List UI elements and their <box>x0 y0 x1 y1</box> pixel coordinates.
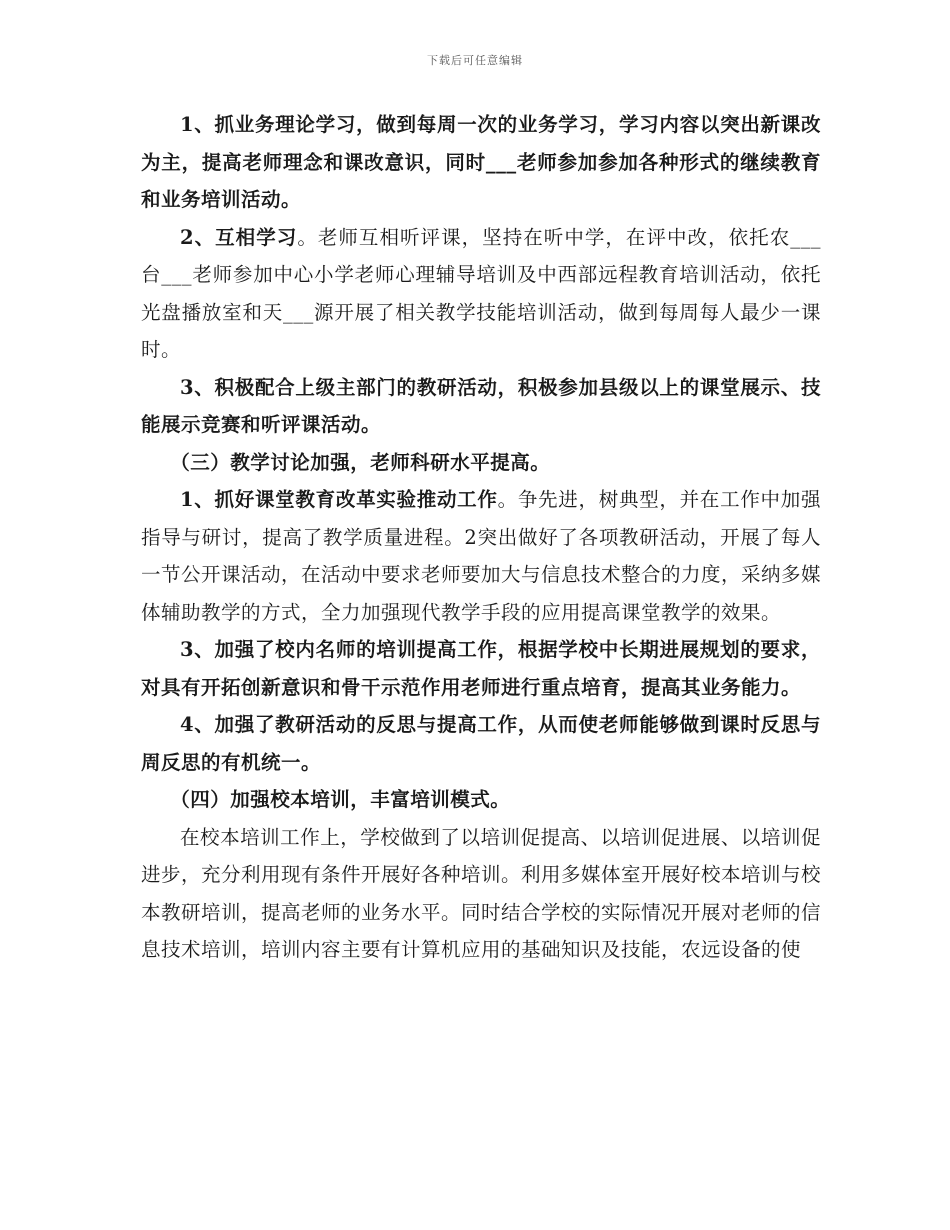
section-heading-4 <box>141 781 821 819</box>
section-heading-3 <box>141 444 821 482</box>
page-header-watermark: 下载后可任意编辑 <box>427 54 523 67</box>
paragraph-bold-text: 1、抓业务理论学习，做到每周一次的业务学习，学习内容以突出新课改为主，提高老师理念和课改意识，同时___老师参加参加各种形式的继续教育和业务培训活动。 <box>141 113 821 211</box>
paragraph-bold-text: 1、抓好课堂教育改革实验推动工作 <box>180 488 498 511</box>
paragraph-bold-text: 4、加强了教研活动的反思与提高工作，从而使老师能够做到课时反思与周反思的有机统一。 <box>141 713 821 774</box>
paragraph-mutual-learning <box>141 219 821 369</box>
paragraph-research-reflection <box>141 706 821 781</box>
paragraph-classroom-reform <box>141 481 821 631</box>
paragraph-text: 。争先进，树典型，并在工作中加强指导与研讨，提高了教学质量进程。2突出做好了各项教研活动，开展了每人一节公开课活动，在活动中要求老师要加大与信息技术整合的力度，采纳多媒体辅助教学的方式，全力加强现代教学手段的应用提高课堂教学的效果。 <box>141 488 822 624</box>
paragraph-bold-text: 3、积极配合上级主部门的教研活动，积极参加县级以上的课堂展示、技能展示竞赛和听评课活动。 <box>141 375 821 436</box>
section-heading-text: （三）教学讨论加强，老师科研水平提高。 <box>170 450 551 474</box>
paragraph-business-theory-study <box>141 106 821 219</box>
section-heading-text: （四）加强校本培训，丰富培训模式。 <box>170 788 511 811</box>
paragraph-text: 在校本培训工作上，学校做到了以培训促提高、以培训促进展、以培训促进步，充分利用现有条件开展好各种培训。利用多媒体室开展好校本培训与校本教研培训，提高老师的业务水平。同时结合学校的实际情况开展对老师的信息技术培训，培训内容主要有计算机应用的基础知识及技能，农远设备的使 <box>141 825 822 961</box>
paragraph-cooperate-research-activities <box>141 369 821 444</box>
document-body <box>141 106 821 969</box>
paragraph-bold-text: 2、互相学习 <box>180 225 298 249</box>
paragraph-famous-teacher-training <box>141 631 821 706</box>
paragraph-bold-text: 3、加强了校内名师的培训提高工作，根据学校中长期进展规划的要求，对具有开拓创新意识和骨干示范作用老师进行重点培育，提高其业务能力。 <box>141 638 821 699</box>
paragraph-text: 。老师互相听评课，坚持在听中学，在评中改，依托农___台___老师参加中心小学老师心理辅导培训及中西部远程教育培训活动，依托光盘播放室和天___源开展了相关教学技能培训活动，做到每周每人最少一课时。 <box>141 225 821 361</box>
paragraph-school-based-training <box>141 819 821 969</box>
